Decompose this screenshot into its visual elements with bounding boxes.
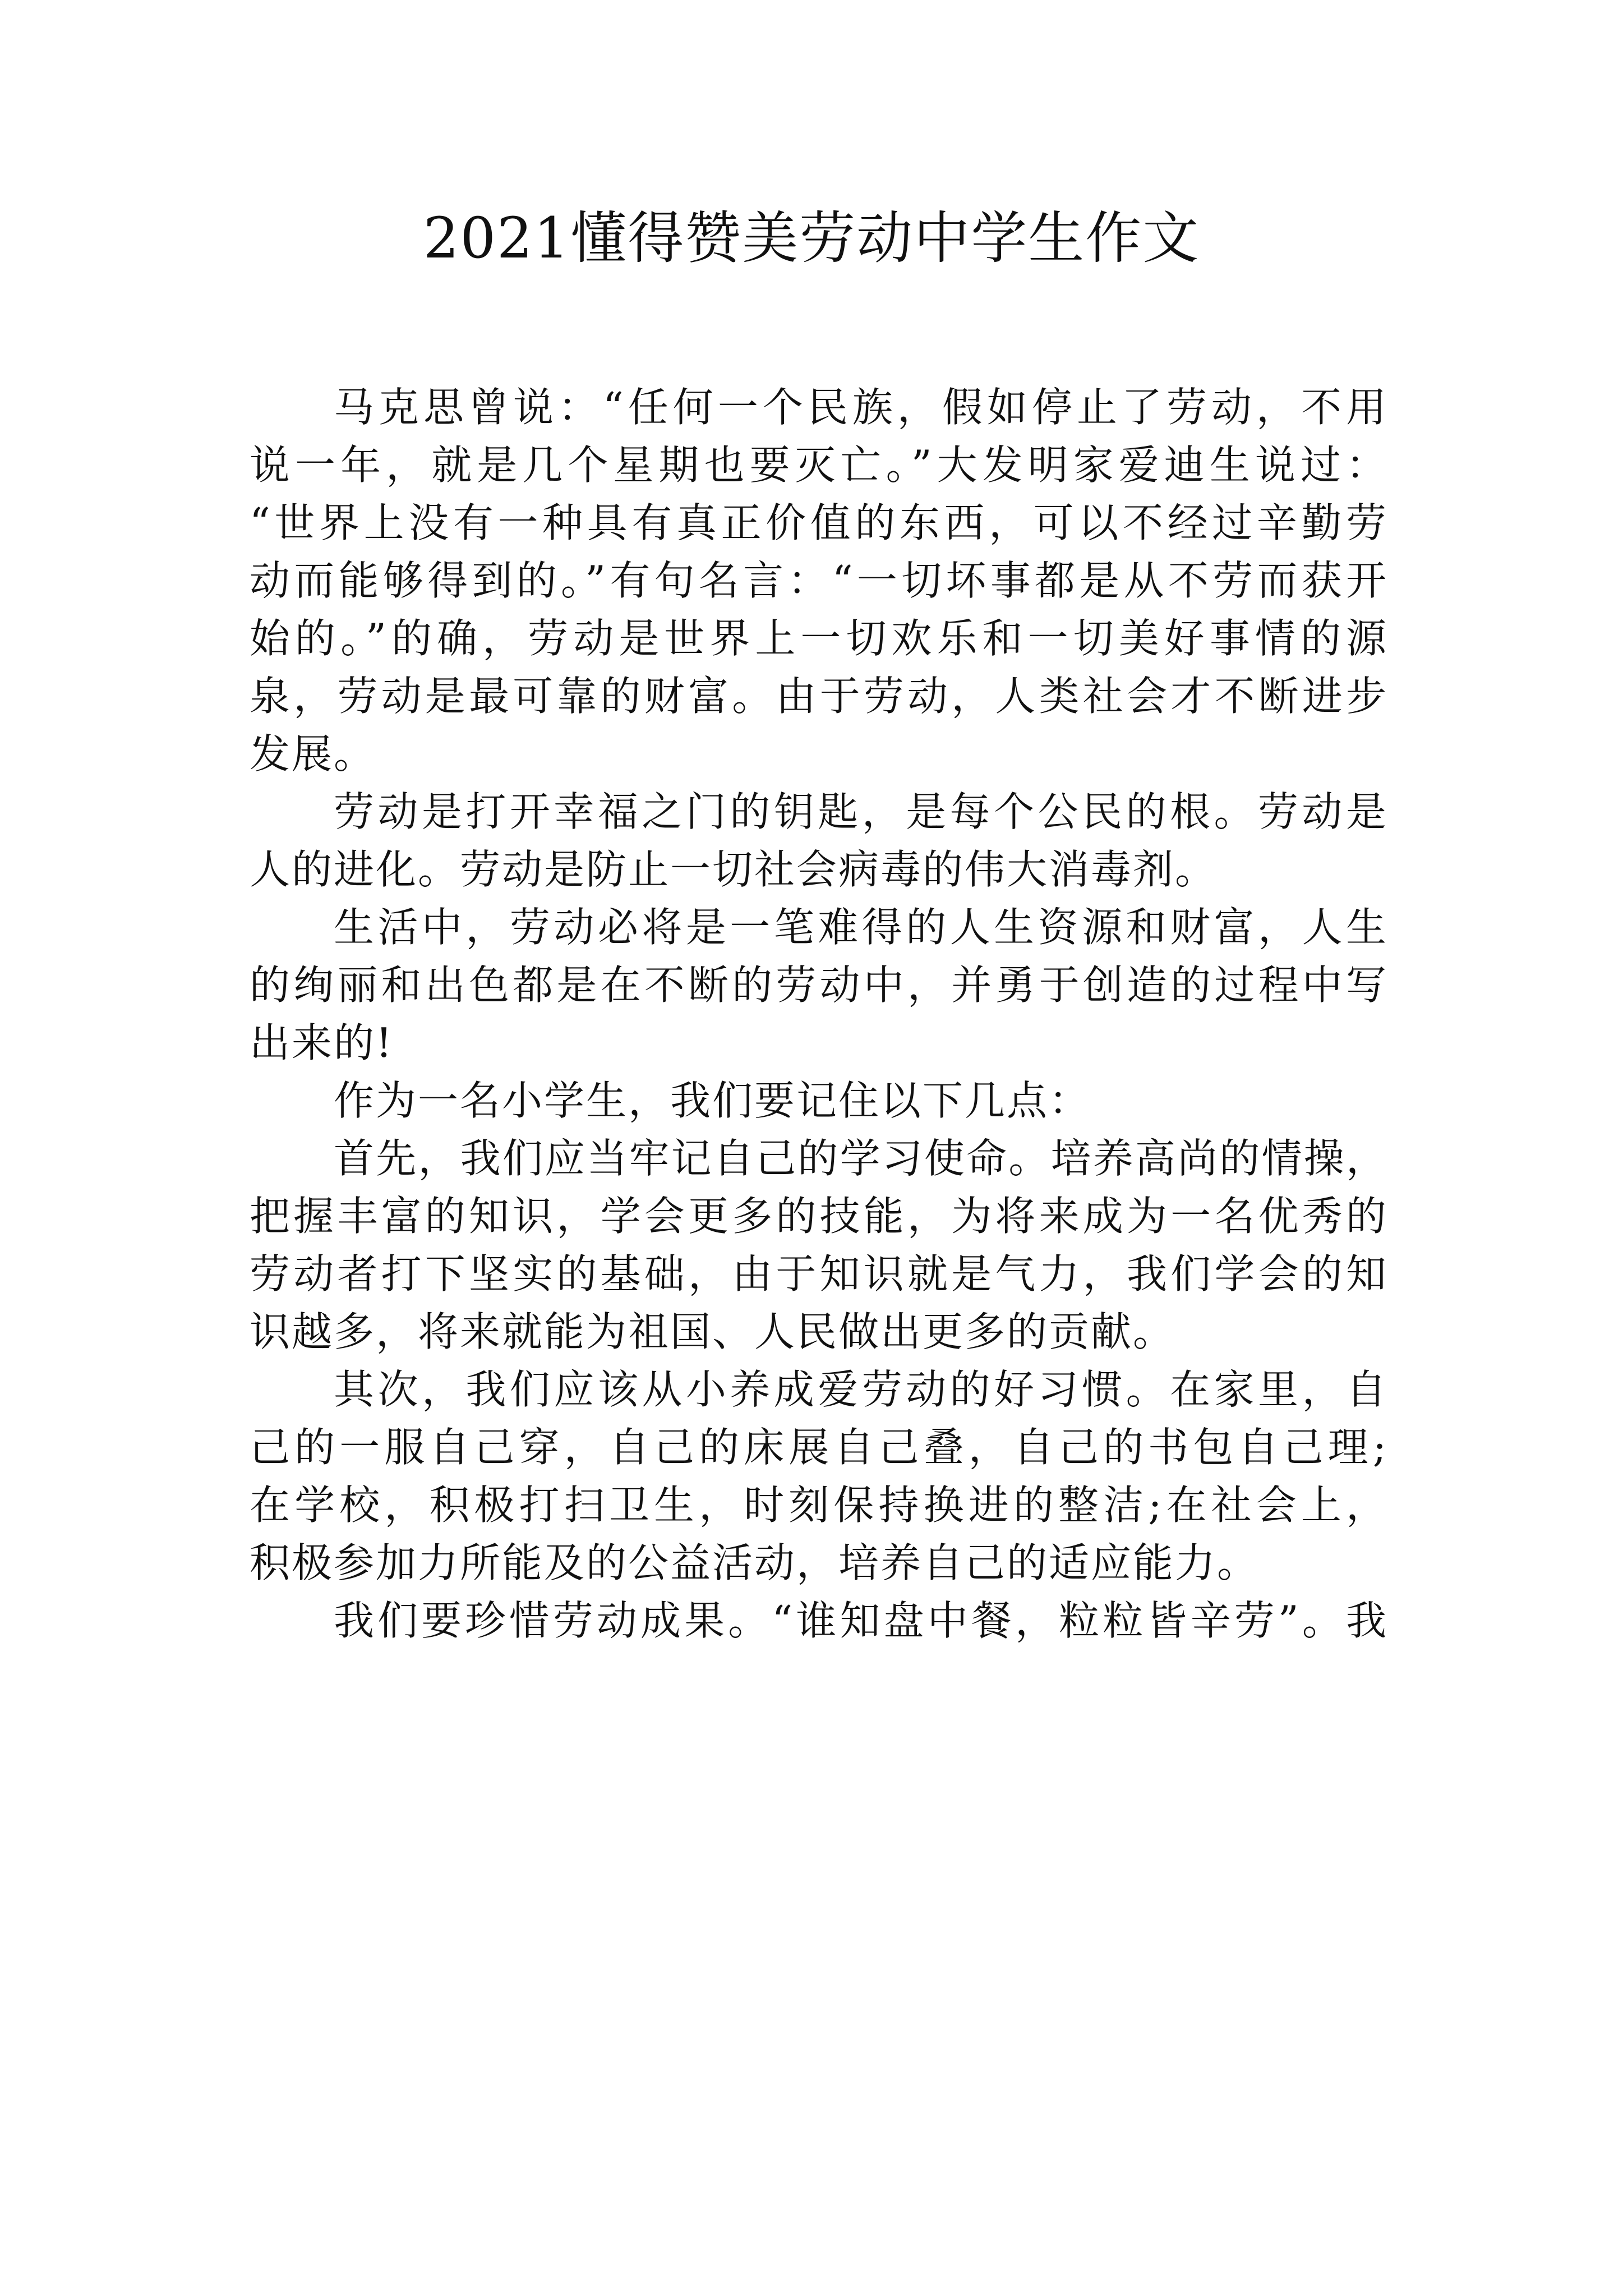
text-line: 在学校，积极打扫卫生，时刻保持换进的整洁;在社会上， <box>250 1481 1388 1529</box>
text-line: 劳动是打开幸福之门的钥匙，是每个公民的根。劳动是 <box>334 788 1388 835</box>
text-line: 出来的! <box>250 1019 394 1066</box>
paragraph <box>250 1361 1388 1592</box>
document-body <box>250 379 1388 1650</box>
text-line: 发展。 <box>250 730 376 777</box>
paragraph <box>250 1592 1388 1650</box>
text-line: 动而能够得到的。”有句名言：“一切坏事都是从不劳而获开 <box>250 557 1388 604</box>
text-line: 泉，劳动是最可靠的财富。由于劳动，人类社会才不断进步 <box>250 673 1388 720</box>
text-line: 马克思曾说：“任何一个民族，假如停止了劳动，不用 <box>334 384 1388 431</box>
text-line: 始的。”的确，劳动是世界上一切欢乐和一切美好事情的源 <box>250 615 1388 662</box>
text-line: 积极参加力所能及的公益活动，培养自己的适应能力。 <box>250 1539 1260 1586</box>
text-line: 识越多，将来就能为祖国、人民做出更多的贡献。 <box>250 1308 1175 1355</box>
text-line: 人的进化。劳动是防止一切社会病毒的伟大消毒剂。 <box>250 846 1218 893</box>
text-line: 作为一名小学生，我们要记住以下几点： <box>334 1077 1091 1124</box>
text-line: 我们要珍惜劳动成果。“谁知盘中餐，粒粒皆辛劳”。我 <box>334 1597 1388 1644</box>
document-title: 2021懂得赞美劳动中学生作文 <box>423 205 1200 271</box>
text-line: “世界上没有一种具有真正价值的东西，可以不经过辛勤劳 <box>250 499 1388 546</box>
text-line: 生活中，劳动必将是一笔难得的人生资源和财富，人生 <box>334 904 1388 951</box>
text-line: 其次，我们应该从小养成爱劳动的好习惯。在家里，自 <box>334 1366 1388 1413</box>
text-line: 的绚丽和出色都是在不断的劳动中，并勇于创造的过程中写 <box>250 961 1388 1009</box>
paragraph <box>250 783 1388 899</box>
paragraph <box>250 899 1388 1072</box>
text-line: 把握丰富的知识，学会更多的技能，为将来成为一名优秀的 <box>250 1193 1388 1240</box>
text-line: 首先，我们应当牢记自己的学习使命。培养高尚的情操， <box>334 1135 1388 1182</box>
text-line: 劳动者打下坚实的基础，由于知识就是气力，我们学会的知 <box>250 1250 1388 1297</box>
text-line: 说一年，就是几个星期也要灭亡。”大发明家爱迪生说过： <box>250 441 1388 489</box>
paragraph <box>250 1130 1388 1361</box>
text-line: 己的一服自己穿，自己的床展自己叠，自己的书包自己理; <box>250 1424 1388 1471</box>
paragraph <box>250 379 1388 783</box>
paragraph <box>250 1072 1388 1130</box>
